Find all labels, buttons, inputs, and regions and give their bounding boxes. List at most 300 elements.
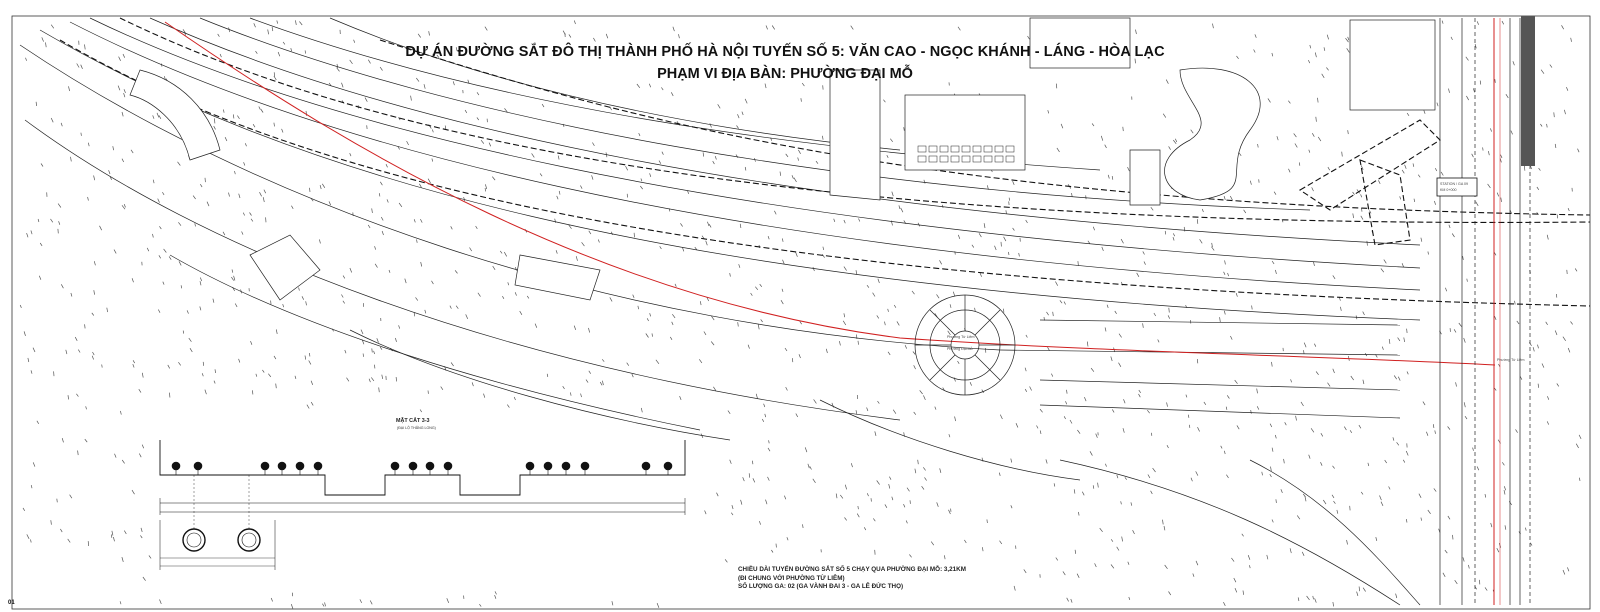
hatch-mark	[1066, 401, 1067, 404]
scope-title: PHẠM VI ĐỊA BÀN: PHƯỜNG ĐẠI MỖ	[657, 66, 913, 82]
hatch-mark	[1564, 110, 1565, 114]
hatch-mark	[1539, 168, 1541, 171]
hatch-mark	[122, 557, 123, 562]
hatch-mark	[1531, 166, 1532, 169]
hatch-mark	[1231, 558, 1234, 562]
hatch-mark	[94, 261, 95, 265]
hatch-mark	[1367, 241, 1368, 246]
hatch-mark	[1112, 409, 1114, 412]
parking-slot	[1006, 156, 1014, 162]
hatch-mark	[342, 83, 344, 88]
hatch-mark	[1119, 334, 1122, 338]
hatch-mark	[638, 306, 639, 309]
hatch-mark	[839, 341, 840, 345]
hatch-mark	[1092, 124, 1094, 127]
hatch-mark	[71, 157, 72, 162]
hatch-mark	[646, 334, 649, 338]
hatch-mark	[771, 550, 773, 553]
parking-slot	[973, 146, 981, 152]
hatch-mark	[1121, 239, 1123, 243]
hatch-mark	[580, 186, 582, 189]
hatch-mark	[979, 233, 981, 237]
hatch-mark	[1333, 275, 1335, 279]
hatch-mark	[1441, 172, 1443, 176]
hatch-mark	[207, 202, 209, 206]
hatch-mark	[78, 451, 79, 456]
hatch-mark	[1437, 103, 1438, 107]
hatch-mark	[1468, 565, 1469, 569]
hatch-mark	[805, 447, 807, 452]
hatch-mark	[670, 337, 672, 340]
hatch-mark	[420, 410, 422, 413]
hatch-mark	[481, 140, 484, 143]
hatch-mark	[1303, 494, 1305, 497]
hatch-mark	[36, 102, 37, 106]
hatch-mark	[419, 184, 421, 188]
hatch-mark	[381, 217, 383, 220]
hatch-mark	[1477, 467, 1479, 471]
hatch-mark	[432, 130, 433, 133]
hatch-mark	[1405, 165, 1407, 169]
parking-slot	[973, 156, 981, 162]
hatch-mark	[542, 104, 544, 107]
hatch-mark	[1107, 305, 1108, 308]
hatch-mark	[387, 199, 388, 202]
hatch-mark	[1252, 306, 1253, 310]
parking-slot	[940, 156, 948, 162]
hatch-mark	[350, 153, 351, 156]
hatch-mark	[214, 381, 215, 384]
note-shared: (ĐI CHUNG VỚI PHƯỜNG TỪ LIÊM)	[738, 574, 845, 582]
hatch-mark	[878, 279, 880, 283]
hatch-mark	[1091, 368, 1094, 372]
hatch-mark	[1546, 322, 1548, 325]
hatch-mark	[132, 278, 133, 282]
hatch-mark	[421, 262, 422, 267]
hatch-mark	[295, 20, 296, 25]
hatch-mark	[153, 180, 154, 184]
hatch-mark	[1267, 555, 1268, 559]
hatch-mark	[1072, 193, 1073, 197]
hatch-mark	[602, 359, 604, 361]
hatch-mark	[61, 123, 62, 126]
hatch-mark	[81, 133, 82, 136]
hatch-mark	[1359, 587, 1360, 592]
hatch-mark	[1093, 227, 1094, 231]
hatch-mark	[477, 92, 479, 95]
hatch-mark	[803, 524, 804, 528]
hatch-mark	[1563, 337, 1566, 341]
hatch-mark	[1224, 272, 1225, 275]
hatch-mark	[858, 506, 859, 509]
hatch-mark	[1579, 435, 1581, 439]
hatch-mark	[600, 382, 602, 385]
hatch-mark	[159, 115, 161, 118]
hatch-mark	[502, 296, 504, 299]
hatch-mark	[672, 314, 675, 318]
hatch-mark	[187, 310, 188, 313]
hatch-mark	[1453, 535, 1454, 540]
hatch-mark	[1334, 501, 1336, 504]
hatch-mark	[1501, 198, 1502, 202]
hatch-mark	[1500, 159, 1501, 163]
hatch-mark	[718, 104, 721, 108]
hatch-mark	[1234, 578, 1236, 582]
hatch-mark	[31, 539, 32, 542]
hatch-mark	[416, 297, 418, 300]
hatch-mark	[940, 260, 942, 264]
hatch-mark	[232, 270, 233, 273]
hatch-mark	[447, 598, 449, 603]
parking-slot	[951, 156, 959, 162]
hatch-mark	[1376, 537, 1377, 541]
hatch-mark	[641, 408, 642, 412]
hatch-mark	[758, 325, 759, 330]
hatch-mark	[661, 87, 663, 90]
hatch-mark	[42, 37, 44, 41]
hatch-mark	[1198, 427, 1200, 431]
hatch-mark	[218, 34, 220, 37]
hatch-mark	[889, 477, 891, 480]
hatch-mark	[836, 494, 837, 499]
hatch-mark	[214, 118, 215, 123]
hatch-mark	[470, 248, 472, 252]
hatch-mark	[256, 374, 257, 377]
section-title: MẶT CẮT 3-3	[396, 418, 430, 424]
hatch-mark	[58, 204, 61, 208]
hatch-mark	[70, 495, 72, 499]
hatch-mark	[1115, 311, 1117, 314]
note-stations: SỐ LƯỢNG GA: 02 (GA VÀNH ĐAI 3 - GA LÊ ĐỨC THỌ)	[738, 583, 904, 591]
hatch-mark	[753, 478, 755, 482]
hatch-mark	[1014, 586, 1015, 591]
cross-section-3-3	[160, 440, 685, 570]
hatch-mark	[51, 118, 53, 122]
hatch-mark	[1228, 273, 1229, 276]
hatch-mark	[1434, 201, 1435, 205]
hatch-mark	[1257, 406, 1259, 409]
hatch-mark	[859, 219, 860, 222]
hatch-mark	[780, 172, 781, 176]
hatch-mark	[370, 601, 372, 605]
hatch-mark	[1173, 140, 1176, 144]
hatch-mark	[244, 162, 245, 165]
hatch-mark	[68, 539, 71, 543]
hatch-mark	[637, 84, 640, 88]
hatch-mark	[508, 282, 509, 285]
hatch-mark	[396, 377, 397, 381]
hatch-mark	[271, 598, 272, 602]
project-title: DỰ ÁN ĐƯỜNG SẮT ĐÔ THỊ THÀNH PHỐ HÀ NỘI TUYẾN SỐ 5: VĂN CAO - NGỌC KHÁNH - LÁNG - HÒA LẠC	[405, 44, 1165, 60]
hatch-mark	[235, 171, 236, 174]
hatch-mark	[451, 226, 453, 229]
hatch-mark	[38, 219, 39, 222]
hatch-mark	[885, 322, 886, 326]
hatch-mark	[215, 369, 216, 373]
hatch-mark	[85, 439, 87, 442]
hatch-mark	[739, 264, 740, 268]
hatch-mark	[918, 460, 919, 464]
hatch-mark	[1123, 127, 1124, 131]
hatch-mark	[262, 370, 264, 373]
ward-label-dai-mo: Phường Đại Mỗ	[947, 347, 973, 351]
hatch-mark	[1359, 425, 1361, 428]
hatch-mark	[1131, 502, 1132, 505]
hatch-mark	[1424, 110, 1425, 114]
hatch-mark	[190, 348, 192, 352]
hatch-mark	[365, 98, 367, 102]
hatch-mark	[1196, 561, 1198, 565]
hatch-mark	[650, 173, 651, 177]
hatch-mark	[1537, 187, 1539, 190]
hatch-mark	[1362, 208, 1363, 212]
hatch-mark	[143, 577, 146, 581]
hatch-mark	[1554, 112, 1555, 117]
hatch-mark	[31, 370, 32, 373]
hatch-mark	[574, 21, 575, 25]
hatch-mark	[923, 395, 925, 400]
hatch-mark	[706, 241, 708, 246]
hatch-mark	[259, 107, 260, 110]
hatch-mark	[657, 603, 659, 608]
hatch-mark	[1465, 416, 1467, 419]
hatch-mark	[399, 325, 400, 328]
hatch-mark	[958, 235, 960, 239]
hatch-mark	[1291, 379, 1292, 382]
hatch-mark	[867, 493, 868, 496]
hatch-mark	[329, 201, 331, 205]
hatch-mark	[493, 266, 495, 270]
hatch-mark	[743, 477, 745, 481]
hatch-mark	[1502, 462, 1504, 465]
hatch-mark	[730, 273, 731, 277]
hatch-mark	[1547, 396, 1548, 400]
hatch-mark	[1509, 501, 1512, 505]
hatch-mark	[845, 485, 846, 490]
hatch-mark	[272, 27, 273, 31]
hatch-mark	[1363, 588, 1366, 592]
hatch-mark	[1562, 25, 1564, 29]
hatch-mark	[1288, 101, 1290, 104]
hatch-mark	[1530, 543, 1532, 546]
hatch-mark	[405, 279, 406, 284]
hatch-mark	[1547, 124, 1548, 128]
hatch-mark	[479, 604, 481, 606]
viaduct-strip	[1521, 16, 1535, 166]
hatch-mark	[851, 463, 852, 467]
hatch-mark	[867, 285, 869, 287]
hatch-mark	[282, 129, 283, 133]
hatch-mark	[1191, 478, 1192, 482]
hatch-mark	[200, 184, 202, 187]
hatch-mark	[1389, 339, 1390, 344]
hatch-mark	[1248, 555, 1250, 560]
hatch-mark	[1101, 136, 1103, 141]
hatch-mark	[711, 342, 714, 346]
hatch-mark	[291, 604, 293, 609]
hatch-mark	[124, 531, 126, 534]
hatch-mark	[738, 114, 740, 118]
hatch-mark	[844, 267, 847, 271]
hatch-mark	[69, 86, 70, 91]
hatch-mark	[88, 197, 89, 201]
hatch-mark	[1485, 494, 1486, 497]
hatch-mark	[1547, 235, 1548, 240]
hatch-mark	[360, 599, 362, 603]
hatch-mark	[964, 540, 966, 543]
hatch-mark	[28, 358, 29, 362]
hatch-mark	[1490, 128, 1491, 131]
hatch-mark	[1111, 357, 1112, 362]
hatch-mark	[745, 99, 747, 104]
hatch-mark	[802, 83, 804, 86]
hatch-mark	[1421, 518, 1422, 521]
hatch-mark	[1154, 313, 1156, 316]
hatch-mark	[1030, 387, 1032, 391]
hatch-mark	[1571, 38, 1572, 42]
hatch-mark	[1082, 492, 1084, 496]
hatch-mark	[787, 537, 788, 540]
hatch-mark	[1087, 342, 1088, 347]
hatch-mark	[476, 226, 478, 229]
hatch-mark	[345, 350, 346, 353]
hatch-mark	[142, 445, 144, 449]
hatch-mark	[1057, 148, 1060, 152]
hatch-mark	[785, 348, 787, 351]
hatch-mark	[1314, 344, 1315, 347]
hatch-mark	[937, 294, 940, 298]
hatch-mark	[877, 315, 879, 318]
hatch-mark	[322, 604, 324, 607]
hatch-mark	[1502, 21, 1504, 24]
hatch-mark	[1188, 415, 1189, 418]
station-chainage: KM 0+000	[1440, 188, 1457, 192]
hatch-mark	[1290, 548, 1291, 553]
ward-label-right: Phường Từ Liêm	[1497, 358, 1525, 362]
hatch-mark	[1485, 587, 1487, 590]
hatch-mark	[1151, 491, 1153, 494]
hatch-mark	[1121, 501, 1122, 504]
hatch-mark	[66, 350, 67, 354]
hatch-mark	[904, 127, 905, 131]
hatch-mark	[1096, 434, 1098, 438]
hatch-mark	[93, 352, 95, 355]
hatch-mark	[1443, 573, 1445, 577]
hatch-mark	[914, 412, 916, 415]
hatch-mark	[659, 161, 661, 164]
hatch-mark	[888, 309, 889, 312]
hatch-mark	[1268, 99, 1271, 103]
hatch-mark	[268, 374, 271, 377]
hatch-mark	[464, 197, 465, 201]
hatch-mark	[205, 390, 207, 395]
hatch-mark	[149, 556, 151, 559]
hatch-mark	[1213, 24, 1214, 29]
hatch-mark	[897, 321, 899, 325]
hatch-mark	[92, 313, 94, 316]
hatch-mark	[27, 534, 29, 538]
hatch-mark	[581, 394, 582, 398]
hatch-mark	[375, 246, 376, 249]
hatch-mark	[354, 40, 355, 43]
hatch-mark	[987, 519, 988, 523]
hatch-mark	[239, 194, 240, 198]
hatch-mark	[299, 288, 300, 291]
hatch-mark	[225, 137, 227, 141]
hatch-mark	[798, 150, 800, 154]
hatch-mark	[153, 115, 154, 118]
hatch-mark	[760, 284, 762, 287]
hatch-mark	[748, 345, 749, 349]
hatch-mark	[1024, 569, 1026, 573]
parking-slot	[940, 146, 948, 152]
hatch-mark	[1048, 347, 1050, 350]
hatch-mark	[1048, 110, 1049, 113]
hatch-mark	[1105, 328, 1106, 332]
hatch-mark	[142, 373, 143, 378]
hatch-mark	[756, 394, 757, 399]
hatch-mark	[420, 219, 422, 223]
hatch-mark	[1011, 459, 1012, 463]
hatch-mark	[114, 250, 116, 254]
hatch-mark	[1108, 175, 1109, 179]
hatch-mark	[1445, 550, 1447, 553]
hatch-mark	[1276, 499, 1277, 503]
hatch-mark	[559, 191, 560, 195]
hatch-mark	[1363, 380, 1364, 384]
hatch-mark	[792, 175, 793, 179]
hatch-mark	[375, 264, 377, 268]
hatch-mark	[764, 404, 765, 407]
hatch-mark	[466, 314, 468, 319]
hatch-mark	[1047, 312, 1049, 315]
hatch-mark	[163, 282, 164, 285]
hatch-mark	[1164, 526, 1165, 530]
hatch-mark	[1318, 98, 1319, 103]
hatch-mark	[1227, 395, 1229, 398]
hatch-mark	[1361, 194, 1362, 197]
hatch-mark	[1064, 416, 1065, 419]
hatch-mark	[162, 192, 164, 195]
hatch-mark	[904, 504, 905, 507]
hatch-mark	[1418, 175, 1420, 178]
hatch-mark	[1297, 515, 1300, 519]
hatch-mark	[759, 521, 760, 525]
hatch-mark	[78, 350, 80, 353]
hatch-mark	[610, 107, 612, 110]
hatch-mark	[157, 113, 159, 118]
hatch-mark	[679, 34, 680, 38]
hatch-mark	[20, 305, 21, 308]
hatch-mark	[1173, 237, 1174, 240]
hatch-mark	[1230, 196, 1232, 200]
hatch-mark	[1054, 483, 1055, 486]
hatch-mark	[200, 278, 201, 282]
hatch-mark	[970, 382, 972, 385]
hatch-mark	[569, 34, 571, 37]
hatch-mark	[102, 365, 103, 368]
hatch-mark	[1353, 192, 1355, 195]
hatch-mark	[1046, 459, 1047, 463]
hatch-mark	[361, 330, 363, 334]
hatch-mark	[140, 535, 142, 538]
hatch-mark	[1019, 253, 1020, 256]
hatch-mark	[1567, 567, 1569, 571]
hatch-mark	[1067, 390, 1068, 394]
hatch-mark	[428, 179, 430, 183]
terrain-hatching	[20, 20, 1581, 608]
hatch-mark	[1342, 152, 1343, 157]
